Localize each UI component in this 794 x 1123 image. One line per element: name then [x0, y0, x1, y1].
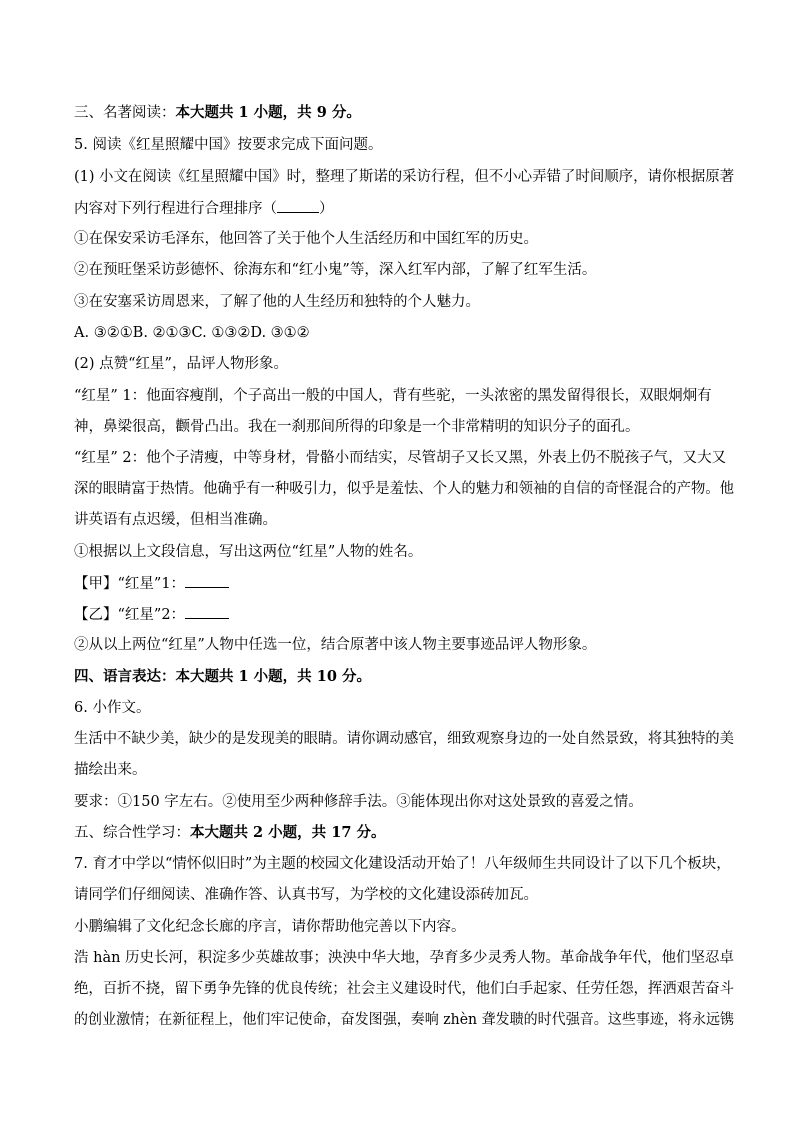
q7-line1: 7. 育才中学以“情怀似旧时”为主题的校园文化建设活动开始了！八年级师生共同设计了以下几个板块， — [74, 856, 731, 872]
q5-title: 5. 阅读《红星照耀中国》按要求完成下面问题。 — [74, 137, 383, 153]
section-3-prefix: 三、名著阅读： — [74, 105, 176, 121]
q7-line4: 浩 hàn 历史长河，积淀多少英雄故事；泱泱中华大地，孕育多少灵秀人物。革命战争年代，他们坚忍卓 — [74, 950, 735, 966]
section-5-prefix: 五、综合性学习： — [74, 825, 190, 841]
section-3-heading — [74, 103, 361, 123]
red-star-2-line3: 讲英语有点迟缓，但相当准确。 — [74, 512, 277, 528]
section-3-score: 本大题共 1 小题，共 9 分。 — [175, 104, 361, 121]
q6-line2: 描绘出来。 — [74, 762, 147, 778]
yi-label: 【乙】“红星”2： — [74, 607, 186, 623]
q5-item-1: ①在保安采访毛泽东，他回答了关于他个人生活经历和中国红军的历史。 — [74, 231, 538, 247]
red-star-1-line1: “红星” 1：他面容瘦削，个子高出一般的中国人，背有些驼，一头浓密的黑发留得很长，双眼炯炯有 — [74, 388, 712, 404]
q7-line2: 请同学们仔细阅读、准确作答、认真书写，为学校的文化建设添砖加瓦。 — [74, 887, 538, 903]
jia-label: 【甲】“红星”1： — [74, 576, 186, 592]
q7-line5: 绝，百折不挠，留下勇争先锋的优良传统；社会主义建设时代，他们白手起家、任劳任怨，挥洒艰苦奋斗 — [74, 981, 734, 997]
q5-part1-line1: (1) 小文在阅读《红星照耀中国》时，整理了斯诺的采访行程，但不小心弄错了时间顺序，请你根据原著 — [74, 169, 735, 185]
section-5-score: 本大题共 2 小题，共 17 分。 — [190, 824, 386, 841]
red-star-1-line2: 神，鼻梁很高，颧骨凸出。我在一刹那间所得的印象是一个非常精明的知识分子的面孔。 — [74, 419, 640, 435]
q7-line6: 的创业激情；在新征程上，他们牢记使命，奋发图强，奏响 zhèn 聋发聩的时代强音。这些事迹，将永远镌 — [74, 1012, 735, 1028]
q5-part1-close: ） — [319, 201, 334, 217]
q5-jia-line — [74, 573, 229, 594]
red-star-2-line1: “红星” 2：他个子清瘦，中等身材，骨骼小而结实，尽管胡子又长又黑，外表上仍不脱孩子气，又大又 — [74, 450, 727, 466]
q5-item-3: ③在安塞采访周恩来，了解了他的人生经历和独特的个人魅力。 — [74, 294, 480, 310]
section-4-heading: 四、语言表达：本大题共 1 小题，共 10 分。 — [74, 668, 371, 685]
q7-line3: 小鹏编辑了文化纪念长廊的序言，请你帮助他完善以下内容。 — [74, 919, 466, 935]
q5-sub1: ①根据以上文段信息，写出这两位“红星”人物的姓名。 — [74, 544, 423, 560]
answer-blank-jia[interactable] — [185, 573, 229, 588]
answer-blank-order[interactable] — [277, 198, 319, 213]
q5-yi-line — [74, 604, 229, 625]
q6-requirements: 要求：①150 字左右。②使用至少两种修辞手法。③能体现出你对这处景致的喜爱之情。 — [74, 794, 643, 810]
q5-sub2: ②从以上两位“红星”人物中任选一位，结合原著中该人物主要事迹品评人物形象。 — [74, 637, 597, 653]
answer-blank-yi[interactable] — [185, 604, 229, 619]
q5-part2-title: (2) 点赞“红星”，品评人物形象。 — [74, 356, 288, 372]
q6-title: 6. 小作文。 — [74, 700, 151, 716]
q6-line1: 生活中不缺少美，缺少的是发现美的眼睛。请你调动感官，细致观察身边的一处自然景致，将其独特的美 — [74, 731, 734, 747]
q5-item-2: ②在预旺堡采访彭德怀、徐海东和“红小鬼”等，深入红军内部，了解了红军生活。 — [74, 262, 597, 278]
section-5-heading — [74, 823, 385, 843]
q5-options: A. ③②①B. ②①③C. ①③②D. ③①② — [74, 325, 310, 341]
q5-part1-line2 — [74, 198, 334, 219]
q5-part1-prompt: 内容对下列行程进行合理排序（ — [74, 201, 277, 217]
red-star-2-line2: 深的眼睛富于热情。他确乎有一种吸引力，似乎是羞怯、个人的魅力和领袖的自信的奇怪混合的产物。他 — [74, 481, 734, 497]
